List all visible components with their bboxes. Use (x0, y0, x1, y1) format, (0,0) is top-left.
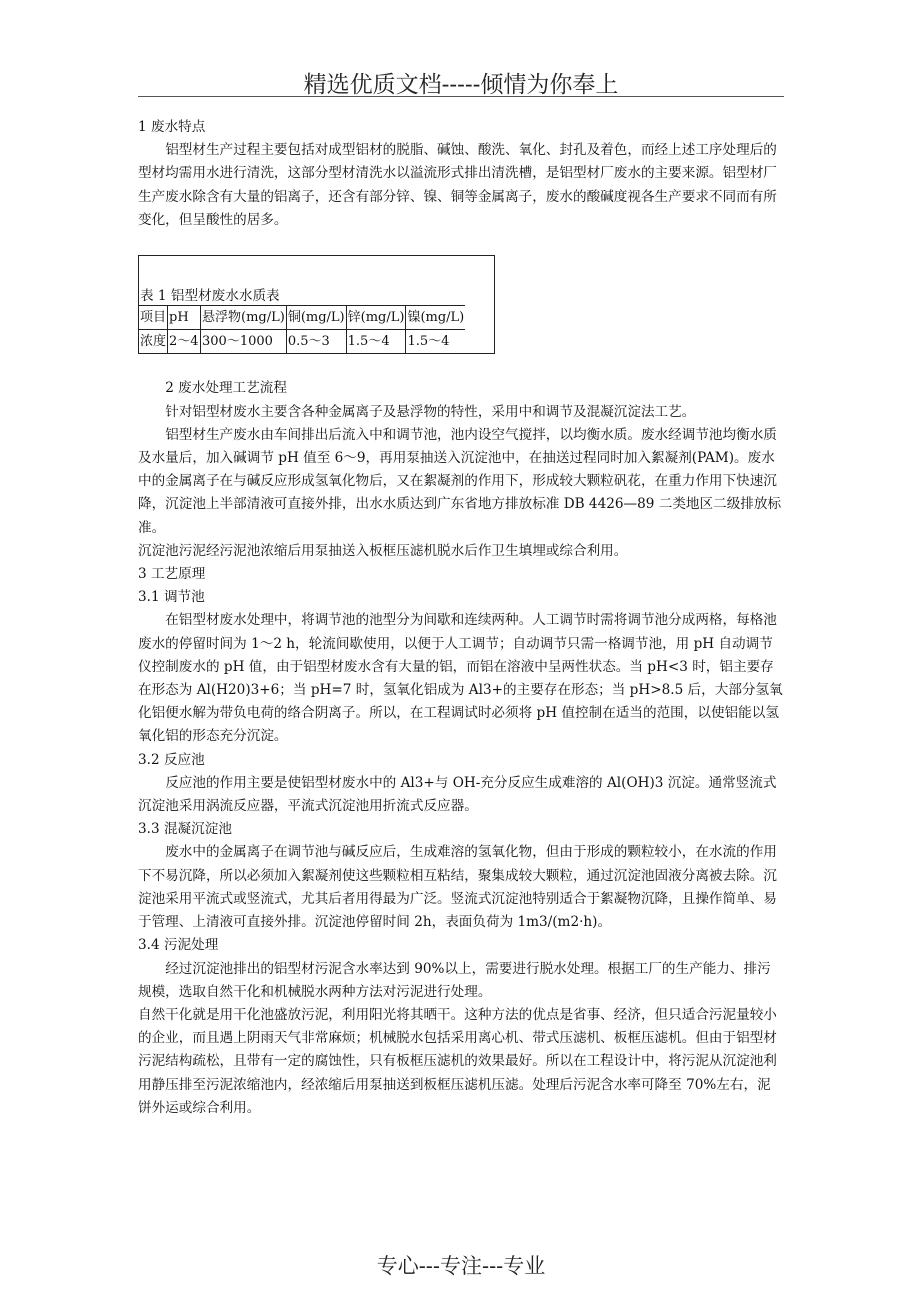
table-header-cell: 悬浮物(mg/L) (201, 306, 287, 330)
document-body (138, 116, 784, 1120)
section-3-2-paragraph: 反应池的作用主要是使铝型材废水中的 Al3+与 OH-充分反应生成难溶的 Al(OH)3 沉淀。通常竖流式沉淀池采用涡流反应器，平流式沉淀池用折流式反应器。 (138, 774, 777, 815)
table-cell: 浓度 (139, 330, 168, 354)
section-2-paragraph-3: 沉淀池污泥经污泥池浓缩后用泵抽送入板框压滤机脱水后作卫生填埋或综合利用。 (138, 542, 628, 559)
header-divider (138, 96, 784, 97)
table-cell: 0.5～3 (286, 330, 346, 354)
table-header-cell: 项目 (139, 306, 168, 330)
table-cell: 2～4 (168, 330, 201, 354)
section-3-1-paragraph: 在铝型材废水处理中，将调节池的池型分为间歇和连续两种。人工调节时需将调节池分成两格，每格池废水的停留时间为 1～2 h，轮流间歇使用，以便于人工调节；自动调节只需一格调节池，用 pH 自动调节仪控制废水的 pH 值，由于铝型材废水含有大量的铝，而铝在溶液中呈两性状态。当 pH<3 时，铝主要存在形态为 Al(H20)3+6；当 pH=7 时，氢氧化铝成为 Al3+的主要存在形态；当 pH>8.5 后，大部分氢氧化铝便水解为带负电荷的络合阴离子。所以，在工程调试时必须将 pH 值控制在适当的范围，以使铝能以氢氧化铝的形态充分沉淀。 (138, 612, 783, 745)
table-header-cell: pH (168, 306, 201, 330)
table-cell: 1.5～4 (406, 330, 465, 354)
table-cell: 300～1000 (201, 330, 287, 354)
table-caption: 表 1 铝型材废水水质表 (140, 288, 280, 305)
table-row (139, 330, 465, 354)
section-3-2-heading: 3.2 反应池 (138, 751, 205, 768)
section-3-4-paragraph-2: 自然干化就是用干化池盛放污泥，利用阳光将其晒干。这种方法的优点是省事、经济，但只适合污泥量较小的企业，而且遇上阴雨天气非常麻烦；机械脱水包括采用离心机、带式压滤机、板框压滤机。但由于铝型材污泥结构疏松，且带有一定的腐蚀性，只有板框压滤机的效果最好。所以在工程设计中，将污泥从沉淀池利用静压排至污泥浓缩池内，经浓缩后用泵抽送到板框压滤机压滤。处理后污泥含水率可降至 70%左右，泥饼外运或综合利用。 (138, 1006, 777, 1116)
table-header-cell: 镍(mg/L) (406, 306, 465, 330)
section-3-3-paragraph: 废水中的金属离子在调节池与碱反应后，生成难溶的氢氧化物，但由于形成的颗粒较小，在水流的作用下不易沉降，所以必须加入絮凝剂使这些颗粒相互粘结，聚集成较大颗粒，通过沉淀池固液分离被去除。沉淀池采用平流式或竖流式，尤其后者用得最为广泛。竖流式沉淀池特别适合于絮凝物沉降，且操作简单、易于管理、上清液可直接外排。沉淀池停留时间 2h，表面负荷为 1m3/(m2·h)。 (138, 844, 777, 931)
section-3-3-heading: 3.3 混凝沉淀池 (138, 821, 232, 838)
table-header-cell: 锌(mg/L) (346, 306, 406, 330)
table-header-row (139, 306, 465, 330)
page-header-title: 精选优质文档-----倾情为你奉上 (303, 72, 619, 98)
water-quality-table (139, 305, 465, 353)
section-3-4-paragraph-1: 经过沉淀池排出的铝型材污泥含水率达到 90%以上，需要进行脱水处理。根据工厂的生产能力、排污规模，选取自然干化和机械脱水两种方法对污泥进行处理。 (138, 960, 771, 1000)
section-1-heading: 1 废水特点 (138, 119, 206, 135)
section-3-1-heading: 3.1 调节池 (138, 589, 205, 606)
table-header-cell: 铜(mg/L) (286, 306, 346, 330)
water-quality-table-block (138, 255, 495, 354)
section-2-paragraph-1: 针对铝型材废水主要含各种金属离子及悬浮物的特性，采用中和调节及混凝沉淀法工艺。 (165, 403, 696, 420)
section-1-paragraph: 铝型材生产过程主要包括对成型铝材的脱脂、碱蚀、酸洗、氧化、封孔及着色，而经上述工序处理后的型材均需用水进行清洗，这部分型材清洗水以溢流形式排出清洗槽，是铝型材厂废水的主要来源。铝型材厂生产废水除含有大量的铝离子，还含有部分锌、镍、铜等金属离子，废水的酸碱度视各生产要求不同而有所变化，但呈酸性的居多。 (138, 142, 777, 228)
section-2-heading: 2 废水处理工艺流程 (165, 380, 287, 397)
section-3-heading: 3 工艺原理 (138, 566, 206, 583)
section-2-paragraph-2: 铝型材生产废水由车间排出后流入中和调节池，池内设空气搅拌，以均衡水质。废水经调节池均衡水质及水量后，加入碱调节 pH 值至 6～9，再用泵抽送入沉淀池中，在抽送过程同时加入絮凝剂(PAM)。废水中的金属离子在与碱反应形成氢氧化物后，又在絮凝剂的作用下，形成较大颗粒矾花，在重力作用下快速沉降，沉淀池上半部清液可直接外排，出水水质达到广东省地方排放标准 DB 4426—89 二类地区二级排放标准。 (138, 426, 782, 536)
page-footer: 专心---专注---专业 (376, 1254, 546, 1278)
table-cell: 1.5～4 (346, 330, 406, 354)
section-3-4-heading: 3.4 污泥处理 (138, 937, 219, 954)
